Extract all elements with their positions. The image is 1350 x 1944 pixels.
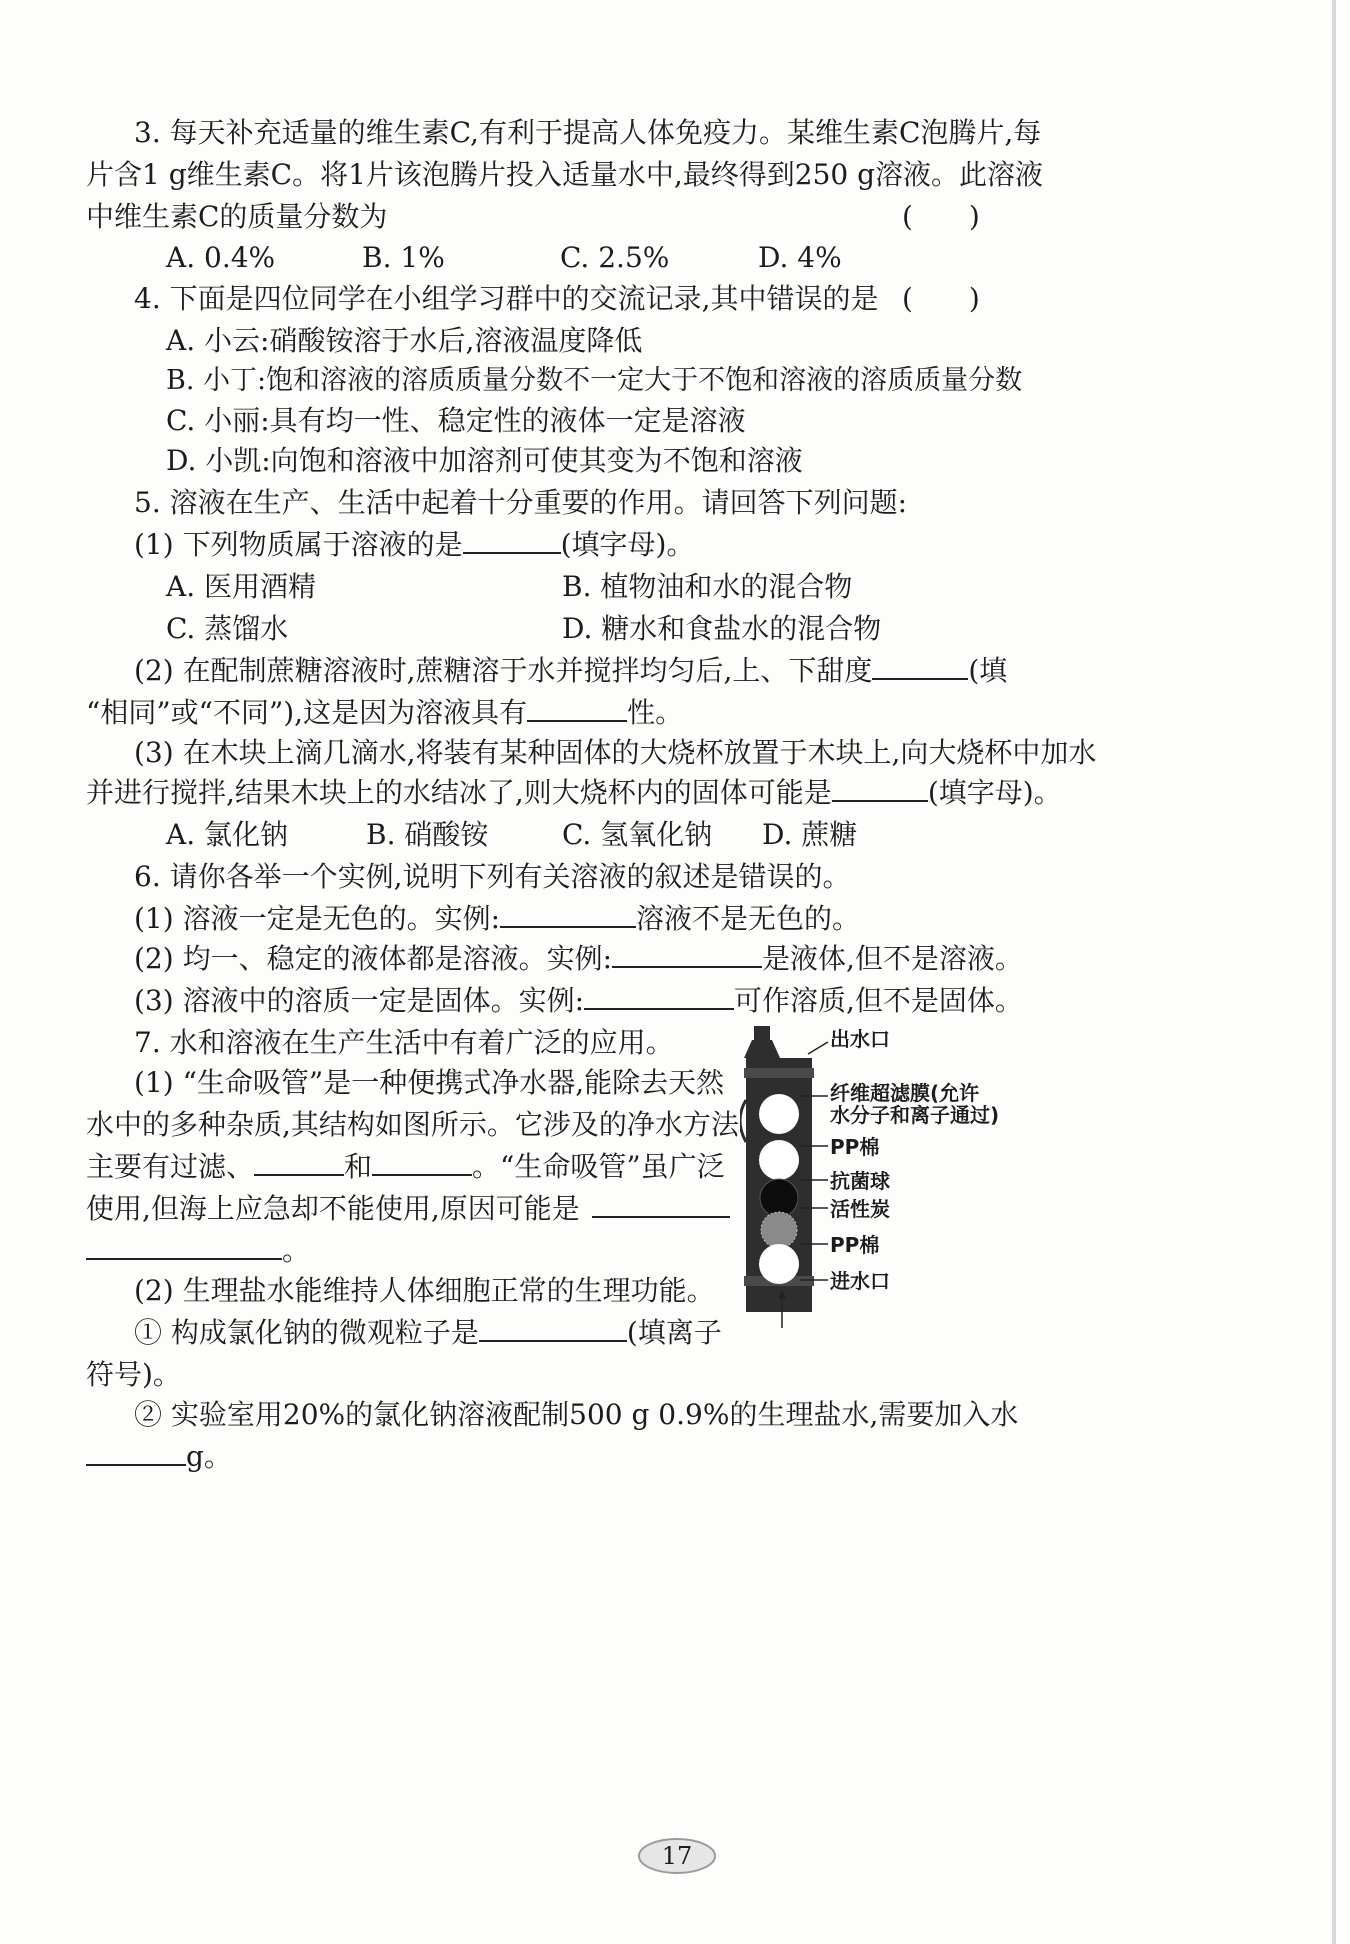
q5-part1-option-b: B. 植物油和水的混合物: [562, 570, 853, 603]
q4-option-a: A. 小云:硝酸铵溶于水后,溶液温度降低: [166, 324, 643, 357]
q5-part2-line-1: [134, 654, 1007, 688]
q5-part3-line-1: (3) 在木块上滴几滴水,将装有某种固体的大烧杯放置于木块上,向大烧杯中加水: [134, 736, 1097, 769]
q6-part3-suffix: 可作溶质,但不是固体。: [734, 984, 1023, 1017]
q5-part1-suffix: (填字母)。: [560, 528, 695, 561]
q6-stem: 6. 请你各举一个实例,说明下列有关溶液的叙述是错误的。: [134, 860, 851, 893]
q7-part2-item2-line-2: [86, 1440, 232, 1474]
q7-part1-line-4: [86, 1192, 730, 1226]
q7-part1-blank-1[interactable]: [254, 1150, 344, 1176]
q7-part1-line-5: [86, 1234, 310, 1268]
q3-option-c: C. 2.5%: [560, 241, 670, 274]
q7-stem: 7. 水和溶液在生产生活中有着广泛的应用。: [134, 1026, 674, 1059]
q3-answer-paren: ( ): [902, 200, 980, 233]
label-antibacterial: 抗菌球: [830, 1169, 890, 1193]
q6-part3-blank[interactable]: [584, 984, 734, 1010]
q6-part1: [134, 902, 860, 936]
q4-option-b: B. 小丁:饱和溶液的溶质质量分数不一定大于不饱和溶液的溶质质量分数: [166, 365, 1023, 396]
q7-part1-blank-4[interactable]: [86, 1234, 282, 1260]
q7-part2-item1-suffix: (填离子: [626, 1316, 722, 1349]
q7-part1-line-2: 水中的多种杂质,其结构如图所示。它涉及的净水方法: [86, 1108, 739, 1141]
q5-part3-suffix: (填字母)。: [927, 776, 1062, 809]
q6-part3: [134, 984, 1023, 1018]
inlet-arrow-icon: [772, 1290, 792, 1330]
q7-part1-and: 和: [344, 1150, 373, 1183]
q4-option-d: D. 小凯:向饱和溶液中加溶剂可使其变为不饱和溶液: [166, 444, 803, 477]
q4-stem: 4. 下面是四位同学在小组学习群中的交流记录,其中错误的是: [134, 282, 879, 315]
q7-part2-item2-unit: g。: [186, 1440, 232, 1473]
label-pp-cotton-1: PP棉: [830, 1135, 880, 1159]
q4-option-c: C. 小丽:具有均一性、稳定性的液体一定是溶液: [166, 404, 746, 437]
q5-part3-option-d: D. 蔗糖: [762, 818, 858, 851]
q7-part1-blank-2[interactable]: [372, 1150, 472, 1176]
page-edge: [1332, 0, 1336, 1944]
q5-part3-text: 并进行搅拌,结果木块上的水结冰了,则大烧杯内的固体可能是: [86, 776, 832, 809]
q6-part2-text: (2) 均一、稳定的液体都是溶液。实例:: [134, 942, 612, 975]
q6-part1-text: (1) 溶液一定是无色的。实例:: [134, 902, 500, 935]
antibacterial-ball: [760, 1179, 798, 1217]
q5-part1-option-c: C. 蒸馏水: [166, 612, 289, 645]
q6-part3-text: (3) 溶液中的溶质一定是固体。实例:: [134, 984, 584, 1017]
label-pp-cotton-2: PP棉: [830, 1233, 880, 1257]
q3-line-2: 片含1 g维生素C。将1片该泡腾片投入适量水中,最终得到250 g溶液。此溶液: [86, 158, 1044, 191]
q7-part1-line-3: [86, 1150, 725, 1184]
q5-stem: 5. 溶液在生产、生活中起着十分重要的作用。请回答下列问题:: [134, 486, 908, 519]
q7-part2-item2-blank[interactable]: [86, 1440, 186, 1466]
label-activated-carbon: 活性炭: [830, 1197, 890, 1221]
q5-part1-option-a: A. 医用酒精: [166, 570, 317, 603]
q6-part2-blank[interactable]: [612, 942, 762, 968]
q6-part1-suffix: 溶液不是无色的。: [636, 902, 861, 935]
q3-option-b: B. 1%: [362, 241, 445, 274]
q5-part3-option-b: B. 硝酸铵: [366, 818, 489, 851]
q6-part2: [134, 942, 1023, 976]
q3-line-1: 3. 每天补充适量的维生素C,有利于提高人体免疫力。某维生素C泡腾片,每: [134, 116, 1042, 149]
q5-part1-option-d: D. 糖水和食盐水的混合物: [562, 612, 882, 645]
q5-part2-suffix: 性。: [627, 696, 684, 729]
straw-clip: [740, 1100, 746, 1142]
q7-part1-text-end: 。“生命吸管”虽广泛: [472, 1150, 725, 1183]
q5-part1-blank[interactable]: [463, 528, 561, 554]
q5-part1: [134, 528, 694, 562]
q5-part3-line-2: [86, 776, 1062, 810]
activated-carbon-ball: [761, 1212, 797, 1248]
pp-cotton-ball-1: [759, 1140, 799, 1180]
q5-part2-text-end: (填: [968, 654, 1008, 687]
q3-line-3: 中维生素C的质量分数为: [86, 200, 388, 233]
q7-part2-item1-blank[interactable]: [479, 1316, 627, 1342]
q6-part1-blank[interactable]: [500, 902, 636, 928]
q7-part1-blank-3[interactable]: [592, 1192, 730, 1218]
q5-part3-option-a: A. 氯化钠: [166, 818, 289, 851]
q5-part3-option-c: C. 氢氧化钠: [562, 818, 713, 851]
label-membrane-2: 水分子和离子通过): [830, 1103, 1000, 1127]
q7-part1-text: 主要有过滤、: [86, 1150, 255, 1183]
straw-cap-top: [754, 1026, 770, 1040]
q5-part2-blank-2[interactable]: [527, 696, 627, 722]
q4-answer-paren: ( ): [902, 282, 980, 315]
q7-part2-item1-text: ① 构成氯化钠的微观粒子是: [134, 1316, 479, 1349]
q3-option-d: D. 4%: [758, 241, 842, 274]
q6-part2-suffix: 是液体,但不是溶液。: [762, 942, 1023, 975]
q3-option-a: A. 0.4%: [166, 241, 276, 274]
q5-part2-blank-1[interactable]: [872, 654, 968, 680]
label-inlet: 进水口: [830, 1269, 890, 1293]
label-membrane-1: 纤维超滤膜(允许: [830, 1081, 980, 1105]
q7-part1-line-1: (1) “生命吸管”是一种便携式净水器,能除去天然: [134, 1066, 725, 1099]
q5-part2-line-2: [86, 696, 683, 730]
q7-part1-period: 。: [282, 1234, 311, 1267]
q5-part3-blank[interactable]: [832, 776, 928, 802]
pp-cotton-ball-2: [759, 1244, 799, 1284]
q5-part1-text: (1) 下列物质属于溶液的是: [134, 528, 463, 561]
page-number: 17: [661, 1842, 693, 1870]
q7-part1-reason-text: 使用,但海上应急却不能使用,原因可能是: [86, 1192, 580, 1225]
q7-part2-item2: ② 实验室用20%的氯化钠溶液配制500 g 0.9%的生理盐水,需要加入水: [134, 1398, 1019, 1431]
q7-part2-item1-line-2: 符号)。: [86, 1358, 181, 1391]
q7-part2-item1: [134, 1316, 722, 1350]
label-outlet: 出水口: [830, 1027, 890, 1051]
straw-nozzle: [744, 1040, 780, 1058]
q5-part2-text-2: “相同”或“不同”),这是因为溶液具有: [86, 696, 528, 729]
membrane-ball: [759, 1094, 799, 1134]
q7-part2-stem: (2) 生理盐水能维持人体细胞正常的生理功能。: [134, 1274, 715, 1307]
q5-part2-text: (2) 在配制蔗糖溶液时,蔗糖溶于水并搅拌均匀后,上、下甜度: [134, 654, 873, 687]
leader-outlet: [808, 1042, 828, 1054]
